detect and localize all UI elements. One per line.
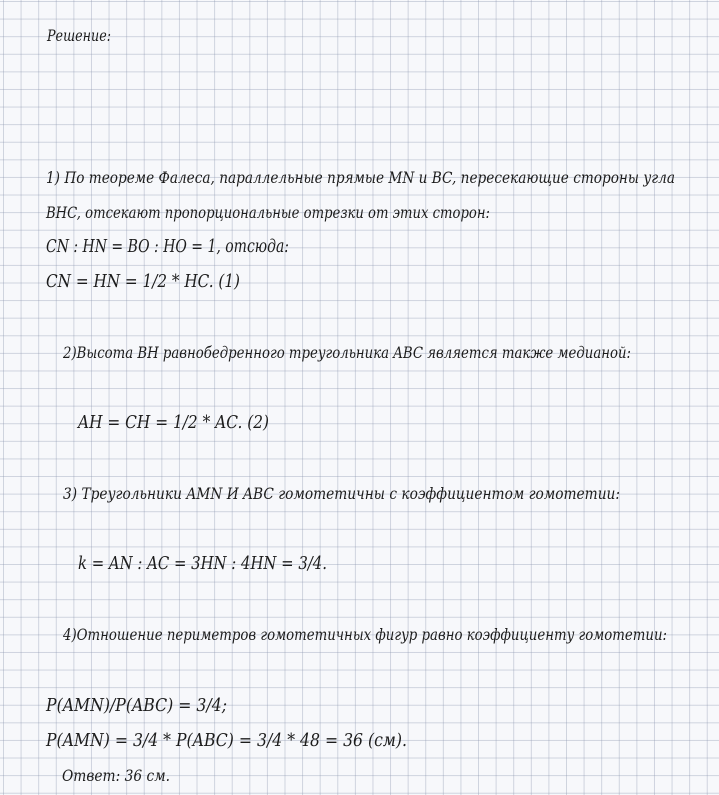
step3-text: 3) Треугольники AMN И ABC гомотетичны с коэффициентом гомотетии: xyxy=(63,485,621,503)
step4-formula2: P(AMN) = 3/4 * P(ABC) = 3/4 * 48 = 36 (см). xyxy=(46,731,407,751)
step2-formula: AH = CH = 1/2 * AC. (2) xyxy=(78,413,270,433)
step1-line4: CN = HN = 1/2 * HC. (1) xyxy=(46,272,241,292)
step2-text: 2)Высота BH равнобедренного треугольника ABC является также медианой: xyxy=(63,344,632,362)
step4-text: 4)Отношение периметров гомотетичных фигур равно коэффициенту гомотетии: xyxy=(63,626,668,644)
step3-formula: k = AN : AC = 3HN : 4HN = 3/4. xyxy=(78,554,327,574)
step1-line1: 1) По теореме Фалеса, параллельные прямые MN и BC, пересекающие стороны угла xyxy=(46,169,675,187)
solution-label: Решение: xyxy=(47,27,111,45)
answer: Ответ: 36 см. xyxy=(62,767,170,785)
step1-line2: BHC, отсекают пропорциональные отрезки от этих сторон: xyxy=(46,204,490,222)
step4-formula1: P(AMN)/P(ABC) = 3/4; xyxy=(46,696,227,716)
step1-line3: CN : HN = BO : HO = 1, отсюда: xyxy=(46,237,290,257)
